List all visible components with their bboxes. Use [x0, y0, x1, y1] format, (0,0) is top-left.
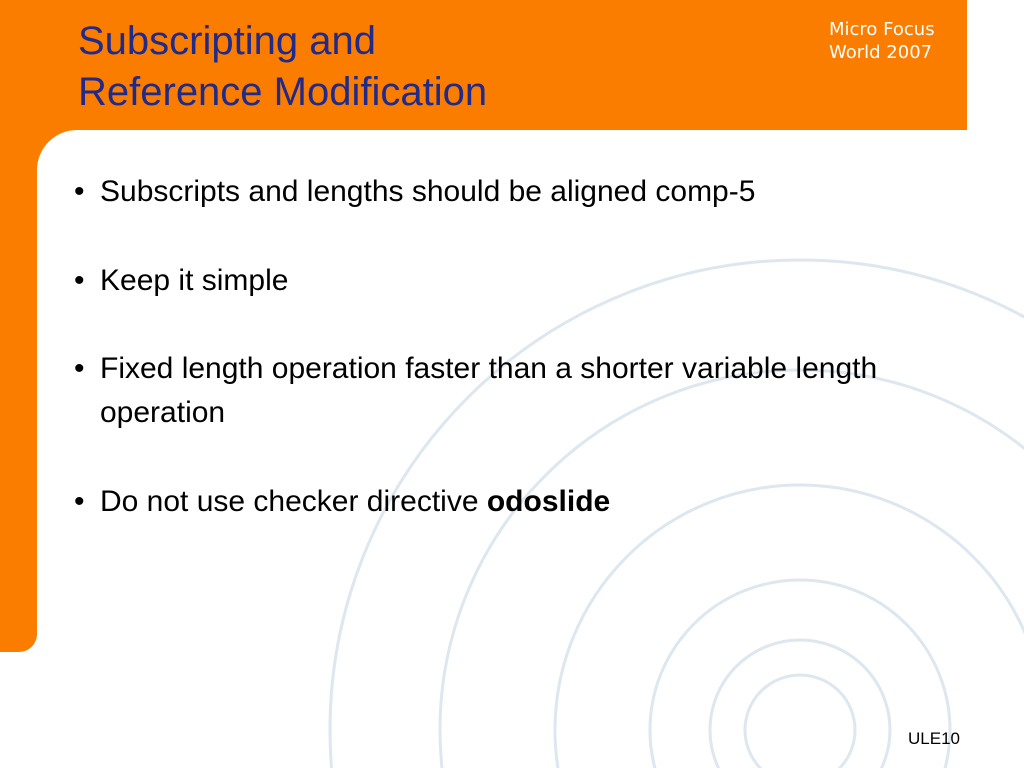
bullet-dot: • [74, 352, 85, 385]
slide-title [78, 16, 487, 118]
bullet-text: Fixed length operation faster than a shorter variable length operation [100, 352, 878, 429]
bullet-text: Do not use checker directive [100, 485, 487, 518]
slide-footer-code: ULE10 [908, 729, 960, 748]
brand-logo [829, 18, 935, 64]
bullet-dot: • [74, 485, 85, 518]
bullet-dot: • [74, 175, 85, 208]
bullet-item [74, 480, 610, 524]
ring-inner [745, 675, 855, 768]
bullet-item [74, 259, 288, 303]
bullet-item [74, 347, 960, 435]
ring-2 [555, 485, 1024, 768]
slide-title-line1: Subscripting and [78, 19, 376, 63]
left-band [0, 0, 37, 652]
slide-title-line2: Reference Modification [78, 70, 488, 114]
brand-line2: World 2007 [829, 42, 933, 63]
bullet-text: Subscripts and lengths should be aligned comp-5 [100, 175, 756, 208]
bullet-dot: • [74, 264, 85, 297]
bullet-item [74, 170, 755, 214]
brand-line1: Micro Focus [829, 19, 935, 40]
bullet-text: Keep it simple [100, 264, 289, 297]
ring-0 [710, 640, 890, 768]
directive-name: odoslide [486, 485, 611, 518]
